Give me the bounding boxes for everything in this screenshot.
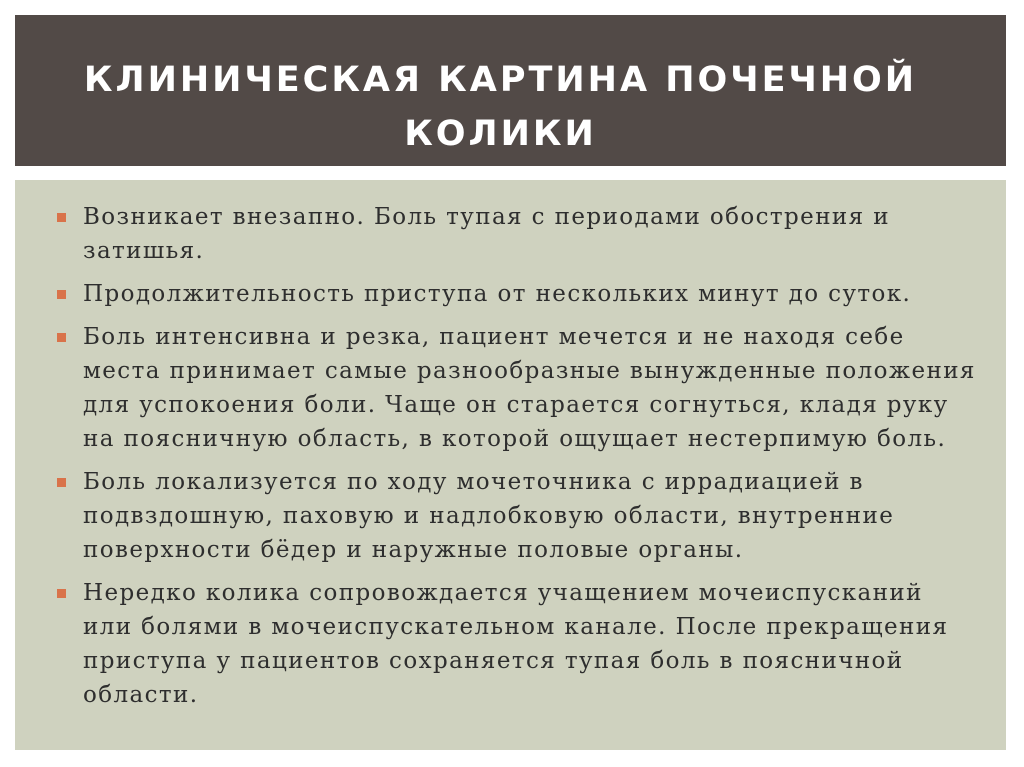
square-bullet-icon [57,478,66,487]
bullet-text: Возникает внезапно. Боль тупая с периодами обострения и затишья. [83,204,891,264]
bullet-item [57,465,976,567]
title-bar [15,15,1006,166]
bullet-text: Боль интенсивна и резка, пациент мечется и не находя себе места принимает самые разнообразные вынужденные положения для успокоения боли. Чаще он старается согнуться, кладя руку на поясничную область, в которой ощущает нестерпимую боль. [83,324,976,452]
bullet-text: Боль локализуется по ходу мочеточника с иррадиацией в подвздошную, паховую и надлобковую области, внутренние поверхности бёдер и наружные половые органы. [83,469,895,563]
square-bullet-icon [57,333,66,342]
bullet-item [57,277,976,311]
bullet-list [57,200,976,712]
bullet-item [57,576,976,712]
square-bullet-icon [57,290,66,299]
square-bullet-icon [57,213,66,222]
slide-title: КЛИНИЧЕСКАЯ КАРТИНА ПОЧЕЧНОЙ КОЛИКИ [83,60,918,154]
bullet-text: Нередко колика сопровождается учащением мочеиспусканий или болями в мочеиспускательном канале. После прекращения приступа у пациентов сохраняется тупая боль в поясничной области. [83,580,949,708]
bullet-text: Продолжительность приступа от нескольких минут до суток. [83,281,912,307]
bullet-item [57,200,976,268]
bullet-item [57,320,976,456]
content-box [15,180,1006,750]
square-bullet-icon [57,589,66,598]
